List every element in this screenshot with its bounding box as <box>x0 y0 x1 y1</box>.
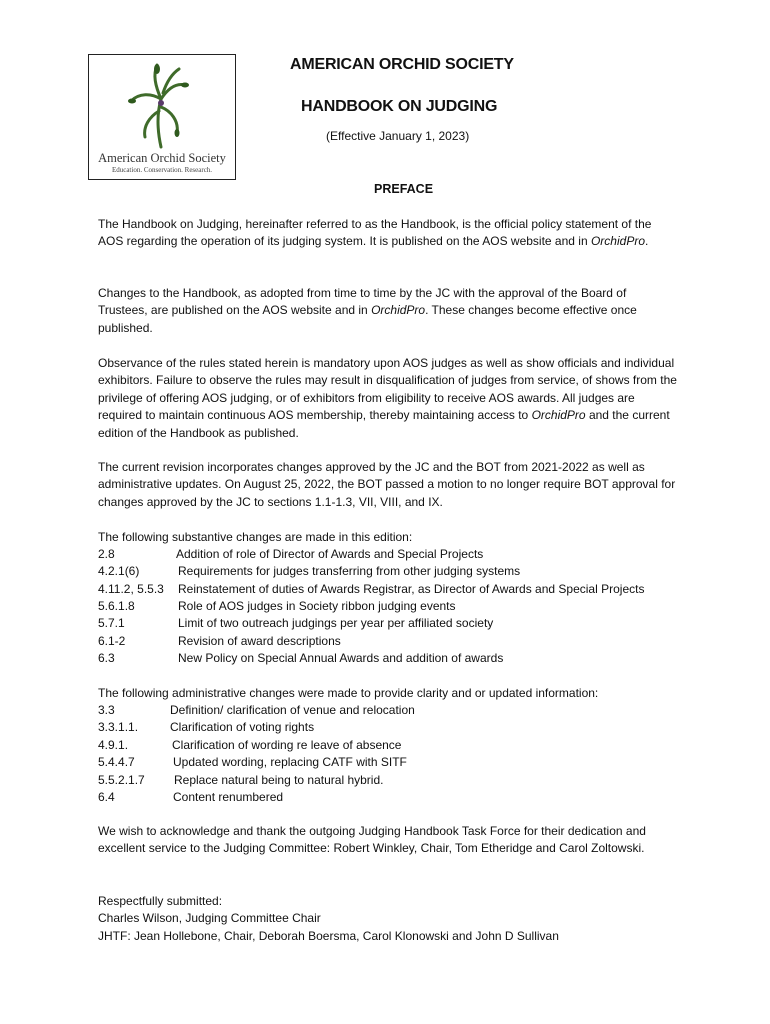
list-item <box>98 563 521 580</box>
list-item <box>98 702 415 719</box>
section-code: 3.3.1.1. <box>98 720 139 734</box>
orchidpro-reference: OrchidPro <box>371 303 426 318</box>
aos-logo <box>88 54 236 180</box>
paragraph-text: . <box>645 234 649 249</box>
change-description: Updated wording, replacing CATF with SITF <box>173 755 407 769</box>
committee-chair: Charles Wilson, Judging Committee Chair <box>98 911 321 925</box>
section-code: 6.3 <box>98 651 115 665</box>
list-item <box>98 789 284 806</box>
preface-heading: PREFACE <box>374 182 434 196</box>
orchidpro-reference: OrchidPro <box>531 408 586 423</box>
list-item <box>98 719 315 736</box>
change-description: Role of AOS judges in Society ribbon judging events <box>178 599 456 613</box>
orchid-icon <box>127 63 197 149</box>
section-code: 5.7.1 <box>98 616 125 630</box>
paragraph-text: and the current edition of the Handbook as published. <box>98 408 670 440</box>
change-description: Addition of role of Director of Awards and Special Projects <box>176 547 484 561</box>
task-force-members: JHTF: Jean Hollebone, Chair, Deborah Boersma, Carol Klonowski and John D Sullivan <box>98 929 559 943</box>
list-item <box>98 772 384 789</box>
paragraph-official-policy <box>98 216 678 251</box>
paragraph-observance <box>98 355 678 442</box>
change-description: Definition/ clarification of venue and relocation <box>170 703 415 717</box>
list-item <box>98 633 341 650</box>
section-code: 5.4.4.7 <box>98 755 135 769</box>
section-code: 5.5.2.1.7 <box>98 773 145 787</box>
list-item <box>98 598 456 615</box>
section-code: 6.4 <box>98 790 115 804</box>
list-item <box>98 737 402 754</box>
list-item <box>98 754 407 771</box>
paragraph-acknowledgement: We wish to acknowledge and thank the outgoing Judging Handbook Task Force for their dedication and excellent service to the Judging Committee: Robert Winkley, Chair, Tom Etheridge and Carol Zoltowski. <box>98 824 646 856</box>
section-code: 6.1-2 <box>98 634 126 648</box>
org-heading: AMERICAN ORCHID SOCIETY <box>290 56 514 73</box>
change-description: Clarification of wording re leave of absence <box>172 738 402 752</box>
administrative-intro: The following administrative changes were made to provide clarity and or updated information: <box>98 686 599 700</box>
section-code: 4.9.1. <box>98 738 129 752</box>
section-code: 5.6.1.8 <box>98 599 135 613</box>
change-description: Content renumbered <box>173 790 284 804</box>
logo-tagline: Education. Conservation. Research. <box>111 166 213 174</box>
logo-name: American Orchid Society <box>98 151 226 165</box>
section-code: 3.3 <box>98 703 115 717</box>
section-code: 4.2.1(6) <box>98 564 140 578</box>
closing-line: Respectfully submitted: <box>98 894 223 908</box>
section-code: 2.8 <box>98 547 115 561</box>
paragraph-changes <box>98 285 678 337</box>
document-title: HANDBOOK ON JUDGING <box>301 98 498 115</box>
change-description: Requirements for judges transferring from other judging systems <box>178 564 521 578</box>
change-description: Clarification of voting rights <box>170 720 315 734</box>
paragraph-text: . These changes become effective once published. <box>98 303 637 335</box>
list-item <box>98 581 645 598</box>
section-code: 4.11.2, 5.5.3 <box>98 582 164 596</box>
paragraph-current-revision: The current revision incorporates changes approved by the JC and the BOT from 2021-2022 as well as administrative updates. On August 25, 2022, the BOT passed a motion to no longer require BOT approval for changes approved by the JC to sections 1.1-1.3, VII, VIII, and IX. <box>98 460 676 509</box>
change-description: Revision of award descriptions <box>178 634 341 648</box>
change-description: New Policy on Special Annual Awards and addition of awards <box>178 651 504 665</box>
paragraph-text: Observance of the rules stated herein is mandatory upon AOS judges as well as show officials and individual exhibitors. Failure to observe the rules may result in disqualification of judges from service, of shows from the privilege of offering AOS judging, or of exhibitors from eligibility to receive AOS awards. All judges are required to maintain continuous AOS membership, thereby maintaining access to <box>98 356 677 423</box>
paragraph-text: Changes to the Handbook, as adopted from time to time by the JC with the approval of the Board of Trustees, are published on the AOS website and in <box>98 286 627 318</box>
list-item <box>98 650 504 667</box>
paragraph-text: The Handbook on Judging, hereinafter referred to as the Handbook, is the official policy statement of the AOS regarding the operation of its judging system. It is published on the AOS website and in <box>98 217 652 249</box>
change-description: Limit of two outreach judgings per year per affiliated society <box>178 616 494 630</box>
change-description: Reinstatement of duties of Awards Registrar, as Director of Awards and Special Projects <box>178 582 645 596</box>
orchidpro-reference: OrchidPro <box>590 234 645 249</box>
change-description: Replace natural being to natural hybrid. <box>174 773 384 787</box>
list-item <box>98 546 484 563</box>
list-item <box>98 615 494 632</box>
effective-date: (Effective January 1, 2023) <box>326 129 470 143</box>
substantive-intro: The following substantive changes are made in this edition: <box>98 530 413 544</box>
